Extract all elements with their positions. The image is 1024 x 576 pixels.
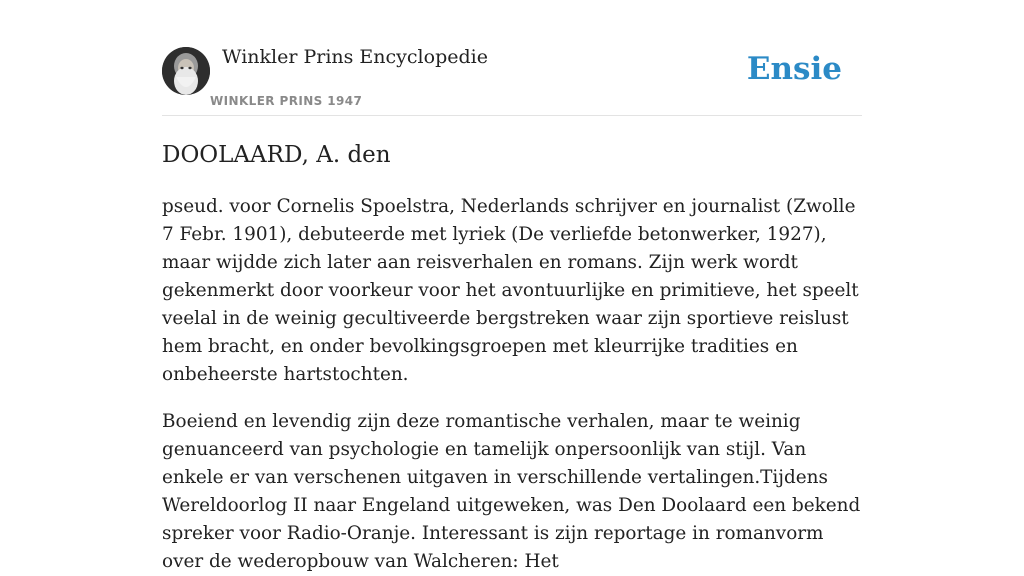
page-container: [162, 0, 862, 576]
avatar[interactable]: [162, 47, 210, 95]
article-title: DOOLAARD, A. den: [162, 142, 391, 168]
source-subtitle[interactable]: WINKLER PRINS 1947: [210, 94, 363, 108]
article-paragraph: pseud. voor Cornelis Spoelstra, Nederlands schrijver en journalist (Zwolle 7 Febr. 1901), debuteerde met lyriek (De verliefde betonwerker, 1927), maar wijdde zich later aan reisverhalen en romans. Zijn werk wordt gekenmerkt door voorkeur voor het avontuurlijke en primitieve, het speelt veelal in de weinig gecultiveerde bergstreken waar zijn sportieve reislust hem bracht, en onder bevolkingsgroepen met kleurrijke tradities en onbeheerste hartstochten.: [162, 196, 859, 385]
source-name[interactable]: Winkler Prins Encyclopedie: [222, 46, 488, 68]
article-paragraph: Boeiend en levendig zijn deze romantische verhalen, maar te weinig genuanceerd van psychologie en tamelijk onpersoonlijk van stijl. Van enkele er van verschenen uitgaven in verschillende vertalingen.Tijdens Wereldoorlog II naar Engeland uitgeweken, was Den Doolaard een bekend spreker voor Radio-Oranje. Interessant is zijn reportage in romanvorm over de wederopbouw van Walcheren: Het: [162, 411, 861, 572]
portrait-icon: [162, 47, 210, 95]
source-header: [162, 0, 862, 116]
brand-logo[interactable]: Ensie: [746, 51, 842, 87]
